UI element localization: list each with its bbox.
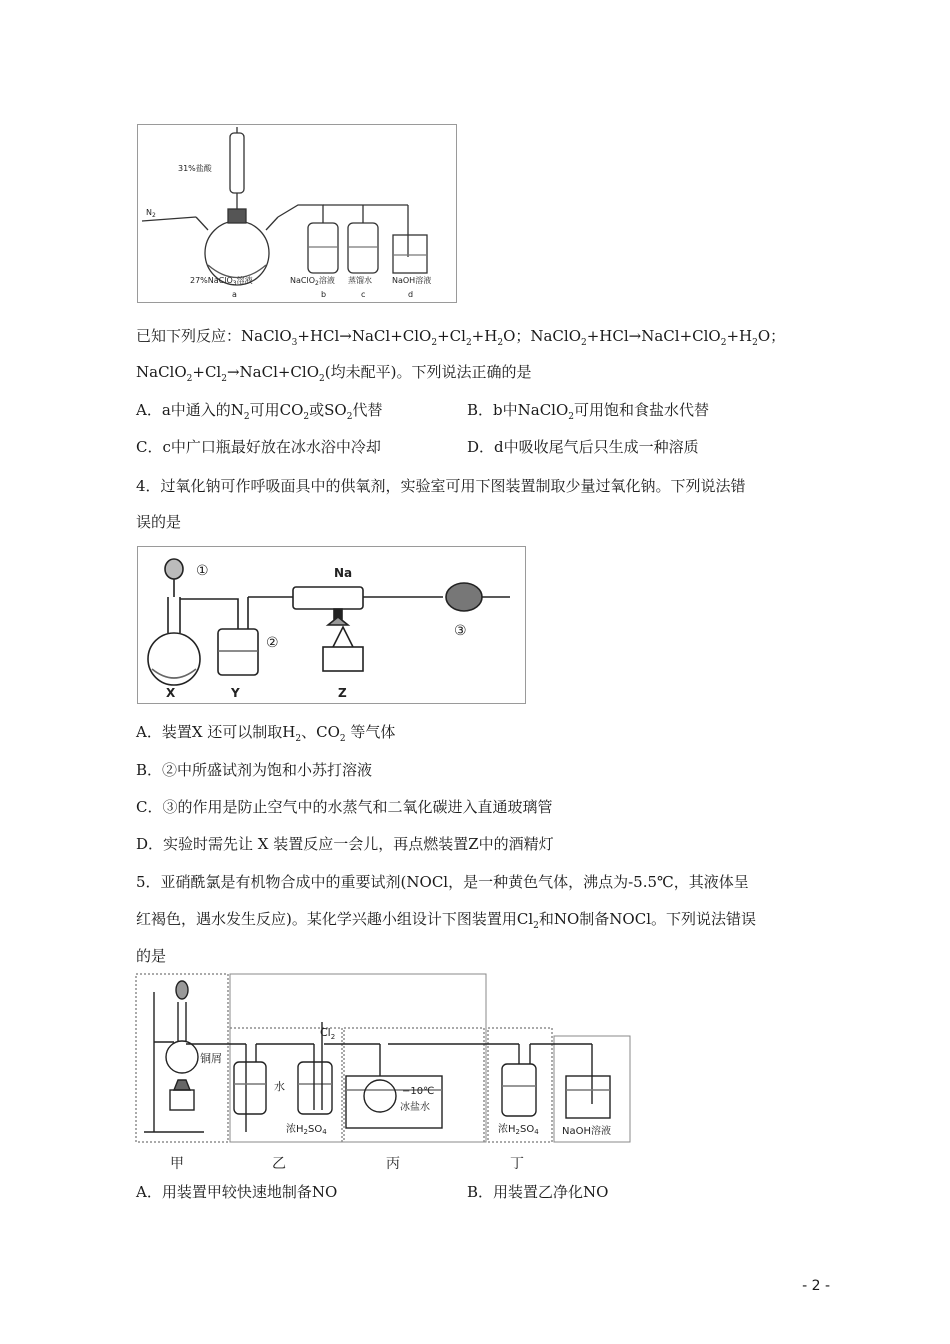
label-na: Na bbox=[334, 566, 353, 580]
figure-clo2-apparatus bbox=[137, 124, 457, 303]
label-water: 水 bbox=[274, 1080, 285, 1093]
q4-stem-line-1: 4．过氧化钠可作呼吸面具中的供氧剂，实验室可用下图装置制取少量过氧化钠。下列说法错 bbox=[136, 477, 746, 495]
bottle-h2so4-ding bbox=[502, 1064, 536, 1116]
label-d-solution: NaOH溶液 bbox=[392, 276, 432, 285]
tube-z bbox=[293, 587, 363, 609]
box-bing bbox=[344, 1028, 484, 1142]
label-cl2: $Cl_2$ bbox=[320, 1026, 336, 1041]
q5-option-b: B．用装置乙净化NO bbox=[467, 1183, 609, 1201]
bottle-b bbox=[308, 223, 338, 273]
label-h2so4-yi: 浓$H_2SO_4$ bbox=[286, 1124, 327, 1136]
funnel-x bbox=[165, 559, 183, 579]
bottle-c bbox=[348, 223, 378, 273]
label-hcl: 31%盐酸 bbox=[178, 164, 212, 173]
funnel-jia bbox=[176, 981, 188, 999]
label-a: a bbox=[232, 290, 237, 299]
q4-option-a: A．装置X 还可以制取$H_2$、$CO_2$ 等气体 bbox=[136, 723, 396, 744]
bottle-y bbox=[218, 629, 258, 675]
q3-reaction-line-2: $NaClO_2+Cl_2\to NaCl+ClO_2$(均未配平)。下列说法正确的是 bbox=[136, 363, 532, 384]
alcohol-lamp-flame bbox=[328, 617, 348, 625]
flask-bing bbox=[364, 1080, 396, 1112]
lamp-jia bbox=[174, 1080, 190, 1090]
box-outer bbox=[230, 974, 486, 1142]
q5-stem-line-3: 的是 bbox=[136, 947, 167, 965]
label-d: d bbox=[408, 290, 414, 299]
flask-jia bbox=[166, 1041, 198, 1073]
label-circle-2: ② bbox=[266, 635, 279, 651]
bottle-h2so4-yi bbox=[298, 1062, 332, 1114]
q5-stem-line-2: 红褐色，遇水发生反应)。某化学兴趣小组设计下图装置用$Cl_2$和NO制备NOCl。下列说法错误 bbox=[136, 910, 756, 931]
q4-option-d: D．实验时需先让 X 装置反应一会儿，再点燃装置Z中的酒精灯 bbox=[136, 835, 554, 853]
label-circle-3: ③ bbox=[454, 623, 467, 639]
dropping-funnel bbox=[230, 133, 244, 193]
label-b-solution: NaClO$_2$溶液 bbox=[290, 276, 335, 287]
label-y: Y bbox=[231, 686, 240, 700]
alcohol-lamp bbox=[323, 647, 363, 671]
label-n2: $N_2$ bbox=[146, 208, 156, 219]
label-c: c bbox=[361, 290, 366, 299]
label-x: X bbox=[166, 686, 176, 700]
label-flask-solution: 27%NaClO$_3$溶液 bbox=[190, 276, 253, 287]
label-naoh: NaOH溶液 bbox=[562, 1126, 611, 1137]
beaker-naoh bbox=[566, 1076, 610, 1118]
bottle-water bbox=[234, 1062, 266, 1114]
q5-option-a: A．用装置甲较快速地制备NO bbox=[136, 1183, 338, 1201]
label-c-solution: 蒸馏水 bbox=[348, 276, 372, 285]
nocl-apparatus-drawing bbox=[134, 972, 634, 1182]
label-ding: 丁 bbox=[510, 1156, 524, 1172]
q3-option-c: C．c中广口瓶最好放在冰水浴中冷却 bbox=[136, 438, 381, 456]
page-number: - 2 - bbox=[802, 1278, 830, 1294]
q3-option-b: B．b中NaClO$_2$可用饱和食盐水代替 bbox=[467, 401, 710, 422]
label-ice: 冰盐水 bbox=[400, 1102, 430, 1113]
figure-na2o2-apparatus bbox=[137, 546, 526, 704]
na2o2-apparatus-drawing bbox=[138, 547, 525, 703]
label-copper: 铜屑 bbox=[200, 1052, 222, 1065]
q4-option-c: C．③的作用是防止空气中的水蒸气和二氧化碳进入直通玻璃管 bbox=[136, 798, 553, 816]
label-temp: −10℃ bbox=[402, 1086, 435, 1097]
beaker-d bbox=[393, 235, 427, 273]
q3-option-d: D．d中吸收尾气后只生成一种溶质 bbox=[467, 438, 699, 456]
q3-option-a: A．a中通入的$N_2$可用$CO_2$或$SO_2$代替 bbox=[136, 401, 383, 422]
label-jia: 甲 bbox=[170, 1156, 184, 1172]
drying-tube bbox=[446, 583, 482, 611]
label-z: Z bbox=[338, 686, 347, 700]
q4-stem-line-2: 误的是 bbox=[136, 513, 182, 531]
label-h2so4-ding: 浓$H_2SO_4$ bbox=[498, 1124, 539, 1136]
clo2-apparatus-drawing bbox=[138, 125, 456, 302]
q5-stem-line-1: 5．亚硝酰氯是有机物合成中的重要试剂(NOCl，是一种黄色气体，沸点为-5.5℃，其液体呈 bbox=[136, 873, 749, 891]
label-circle-1: ① bbox=[196, 563, 209, 579]
label-yi: 乙 bbox=[272, 1156, 286, 1172]
label-b: b bbox=[321, 290, 327, 299]
label-bing: 丙 bbox=[386, 1156, 400, 1172]
q3-reaction-line-1: 已知下列反应：$NaClO_3+HCl\to NaCl+ClO_2+Cl_2+H_2O$；$NaClO_2+HCl\to NaCl+ClO_2+H_2O$； bbox=[136, 327, 786, 348]
q4-option-b: B．②中所盛试剂为饱和小苏打溶液 bbox=[136, 761, 373, 779]
figure-nocl-apparatus bbox=[134, 972, 634, 1182]
